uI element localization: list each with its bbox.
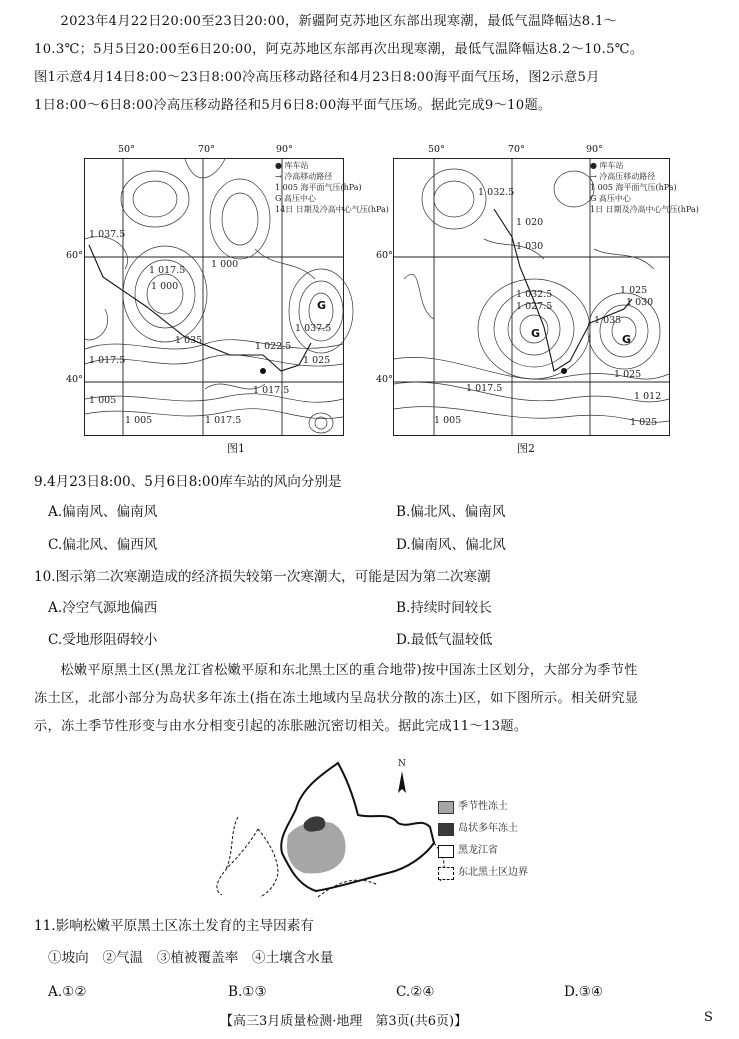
map2-value: 1 030 <box>626 297 654 308</box>
q11-stem: 11.影响松嫩平原黑土区冻土发育的主导因素有 <box>34 918 314 934</box>
svg-text:G: G <box>531 327 541 340</box>
q11-option-c: C.②④ <box>396 984 435 1000</box>
map1-value: 1 025 <box>303 355 331 366</box>
map2-legend-date: 1日 日期及冷高中心气压(hPa) <box>590 205 699 214</box>
intro2-line-2: 冻土区，北部小部分为岛状多年冻土(指在冻土地域内呈岛状分散的冻土)区，如下图所示。相关研究显 <box>34 691 639 706</box>
map1-value: 1 000 <box>211 259 239 270</box>
map1-value: 1 017.5 <box>205 415 242 426</box>
map2-lon-label: 90° <box>586 144 603 155</box>
map1-lon-label: 70° <box>198 144 215 155</box>
map1-legend-station: ● 库车站 <box>275 161 309 170</box>
map2-value: 1 032.5 <box>478 187 515 198</box>
q9-option-c: C.偏北风、偏西风 <box>48 537 158 553</box>
map2-value: 1 005 <box>434 415 462 426</box>
map1-value: 1 017.5 <box>149 265 186 276</box>
intro2-line-3: 示，冻土季节性形变与由水分相变引起的冻胀融沉密切相关。据此完成11～13题。 <box>34 719 528 734</box>
north-arrow-label: N <box>398 759 406 769</box>
intro-paragraph-1 <box>34 8 714 120</box>
intro1-line-3: 图1示意4月14日8:00～23日8:00冷高压移动路径和4月23日8:00海平面气压场，图2示意5月 <box>34 70 600 85</box>
map2-value: 1 017.5 <box>466 383 503 394</box>
q9-option-d: D.偏南风、偏北风 <box>396 537 506 553</box>
map2-lat-label: 40° <box>376 374 393 385</box>
map1-legend-center: G 高压中心 <box>275 194 316 203</box>
map1-legend-path: → 冷高移动路径 <box>275 172 333 181</box>
legend-island-swatch <box>438 823 454 836</box>
map1-legend-pressure: 1 005 海平面气压(hPa) <box>275 183 362 192</box>
legend-seasonal-label: 季节性冻土 <box>458 801 508 812</box>
legend-boundary-swatch <box>438 867 454 880</box>
page-footer: 【高三3月质量检测·地理 第3页(共6页)】 <box>220 1014 468 1029</box>
q11-items: ①坡向 ②气温 ③植被覆盖率 ④土壤含水量 <box>48 950 334 966</box>
legend-boundary-label: 东北黑土区边界 <box>458 867 528 878</box>
map1-value: 1 000 <box>151 281 179 292</box>
q10-option-c: C.受地形阻碍较小 <box>48 632 158 648</box>
map1-value: 1 035 <box>175 335 203 346</box>
legend-province-label: 黑龙江省 <box>458 845 498 856</box>
intro-paragraph-2 <box>34 657 714 741</box>
map1-value: 1 037.5 <box>89 229 126 240</box>
map2-value: 1 012 <box>634 391 662 402</box>
map2-value: 1 032.5 <box>516 289 553 300</box>
q11-option-d: D.③④ <box>564 984 604 1000</box>
intro1-line-2: 10.3℃；5月5日20:00至6日20:00，阿克苏地区东部再次出现寒潮，最低气温降幅达8.2～10.5℃。 <box>34 42 644 57</box>
q9-stem: 9.4月23日8:00、5月6日8:00库车站的风向分别是 <box>34 474 342 490</box>
map2-value: 1 027.5 <box>516 301 553 312</box>
map1-lon-label: 50° <box>118 144 135 155</box>
svg-text:G: G <box>317 299 327 312</box>
map-figure-3 <box>198 757 560 897</box>
map2-value: 1 030 <box>516 241 544 252</box>
map2-lat-label: 60° <box>376 250 393 261</box>
map1-lon-label: 90° <box>276 144 293 155</box>
map2-legend-pressure: 1 005 海平面气压(hPa) <box>590 183 677 192</box>
map1-legend-date: 14日 日期及冷高中心气压(hPa) <box>275 205 389 214</box>
map2-value: 1 035 <box>594 315 622 326</box>
svg-text:G: G <box>622 333 632 346</box>
legend-seasonal-swatch <box>438 801 454 814</box>
map2-legend-center: G 高压中心 <box>590 194 631 203</box>
map2-lon-label: 50° <box>428 144 445 155</box>
intro1-line-4: 1日8:00～6日8:00冷高压移动路径和5月6日8:00海平面气压场。据此完成9～10题。 <box>34 98 552 113</box>
map2-value: 1 025 <box>614 369 642 380</box>
map1-value: 1 037.5 <box>295 323 332 334</box>
q10-option-a: A.冷空气源地偏西 <box>48 600 158 616</box>
map-figure-2 <box>393 158 699 436</box>
q10-option-b: B.持续时间较长 <box>396 600 492 616</box>
q11-option-b: B.①③ <box>228 984 267 1000</box>
q10-option-d: D.最低气温较低 <box>396 632 493 648</box>
map1-lat-label: 40° <box>66 374 83 385</box>
q9-option-b: B.偏北风、偏南风 <box>396 504 506 520</box>
q9-option-a: A.偏南风、偏南风 <box>48 504 158 520</box>
map1-value: 1 017.5 <box>253 385 290 396</box>
map1-value: 1 005 <box>89 395 117 406</box>
map2-value: 1 020 <box>516 217 544 228</box>
map1-lat-label: 60° <box>66 250 83 261</box>
map2-legend-station: ● 库车站 <box>590 161 624 170</box>
map2-lon-label: 70° <box>508 144 525 155</box>
map1-value: 1 017.5 <box>89 355 126 366</box>
map2-caption: 图2 <box>517 442 535 455</box>
map2-value: 1 025 <box>630 417 658 428</box>
corner-mark: S <box>704 1010 713 1025</box>
map1-caption: 图1 <box>227 442 245 455</box>
map2-legend-path: → 冷高压移动路径 <box>590 172 656 181</box>
map2-value: 1 025 <box>620 285 648 296</box>
q11-option-a: A.①② <box>48 984 87 1000</box>
intro2-line-1: 松嫩平原黑土区(黑龙江省松嫩平原和东北黑土区的重合地带)按中国冻土区划分，大部分为季节性 <box>60 663 638 678</box>
map1-value: 1 005 <box>125 415 153 426</box>
map1-value: 1 022.5 <box>255 341 292 352</box>
legend-province-swatch <box>438 845 454 858</box>
intro1-line-1: 2023年4月22日20:00至23日20:00，新疆阿克苏地区东部出现寒潮，最低气温降幅达8.1～ <box>60 14 618 29</box>
q10-stem: 10.图示第二次寒潮造成的经济损失较第一次寒潮大，可能是因为第二次寒潮 <box>34 569 491 585</box>
legend-island-label: 岛状多年冻土 <box>458 823 518 834</box>
